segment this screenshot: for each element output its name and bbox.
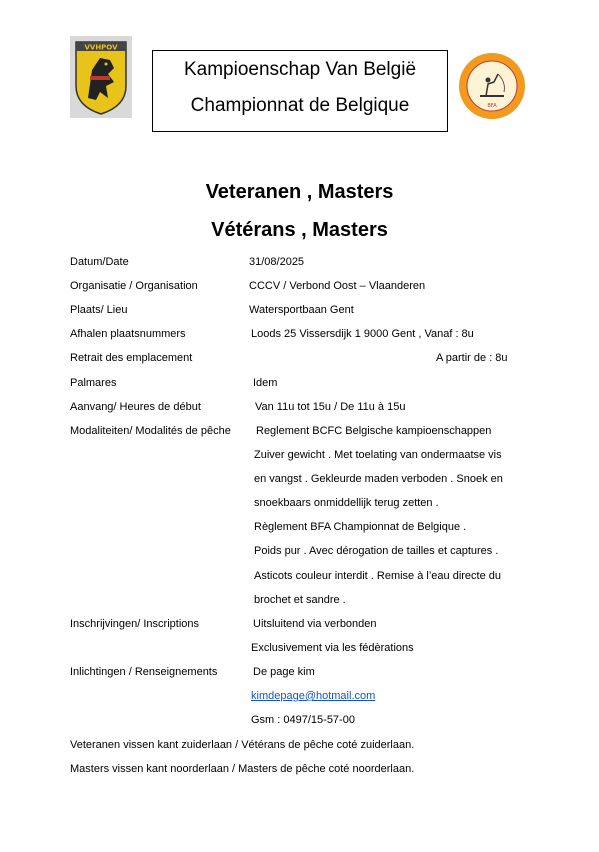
vvhpov-logo	[70, 36, 132, 118]
modalities-line: snoekbaars onmiddellijk terug zetten .	[254, 497, 439, 509]
retrait-label: Retrait des emplacement	[70, 352, 193, 364]
place-label: Plaats/ Lieu	[70, 304, 128, 316]
modalities-line: Reglement BCFC Belgische kampioenschappen	[256, 425, 492, 437]
palmares-label: Palmares	[70, 377, 117, 389]
inscriptions-value-fr: Exclusivement via les fédèrations	[251, 642, 414, 654]
modalities-line: Asticots couleur interdit . Remise à l’eau directe du	[254, 570, 502, 582]
bfa-logo	[458, 52, 526, 120]
modalities-line: Poids pur . Avec dérogation de tailles et captures .	[254, 545, 499, 557]
modalities-line: Règlement BFA Championnat de Belgique .	[254, 521, 467, 533]
palmares-value: Idem	[253, 377, 278, 389]
title-dutch: Kampioenschap Van België	[183, 59, 417, 80]
contact-email-link[interactable]: kimdepage@hotmail.com	[251, 690, 376, 702]
footer-line-masters: Masters vissen kant noorderlaan / Masters de pêche coté noorderlaan.	[70, 763, 415, 775]
inscriptions-label: Inschrijvingen/ Inscriptions	[70, 618, 200, 630]
start-label: Aanvang/ Heures de début	[70, 401, 201, 413]
date-label: Datum/Date	[70, 256, 129, 268]
contact-name: De page kim	[253, 666, 315, 678]
place-value: Watersportbaan Gent	[249, 304, 354, 316]
organisation-value: CCCV / Verbond Oost – Vlaanderen	[249, 280, 426, 292]
date-value: 31/08/2025	[249, 256, 305, 268]
footer-line-veterans: Veteranen vissen kant zuiderlaan / Vétérans de pêche coté zuiderlaan.	[70, 739, 415, 751]
logo-right-text: BFA	[487, 103, 497, 109]
title-box	[152, 50, 448, 132]
modalities-line: Zuiver gewicht . Met toelating van ondermaatse vis	[254, 449, 502, 461]
modalities-line: brochet et sandre .	[254, 594, 346, 606]
pickup-value: Loods 25 Vissersdijk 1 9000 Gent , Vanaf : 8u	[251, 328, 474, 340]
title-french: Championnat de Belgique	[190, 95, 410, 116]
inscriptions-value: Uitsluitend via verbonden	[253, 618, 377, 630]
organisation-label: Organisatie / Organisation	[70, 280, 198, 292]
pickup-label: Afhalen plaatsnummers	[70, 328, 186, 340]
contact-gsm: Gsm : 0497/15-57-00	[251, 714, 355, 726]
start-value: Van 11u tot 15u / De 11u à 15u	[255, 401, 406, 413]
heading-dutch: Veteranen , Masters	[205, 181, 394, 203]
modalities-label: Modaliteiten/ Modalités de pêche	[70, 425, 231, 437]
retrait-value: A partir de : 8u	[436, 352, 508, 364]
heading-french: Vétérans , Masters	[211, 219, 388, 241]
info-label: Inlichtingen / Renseignements	[70, 666, 218, 678]
logo-left-text: VVHPOV	[84, 43, 118, 52]
modalities-line: en vangst . Gekleurde maden verboden . Snoek en	[254, 473, 503, 485]
